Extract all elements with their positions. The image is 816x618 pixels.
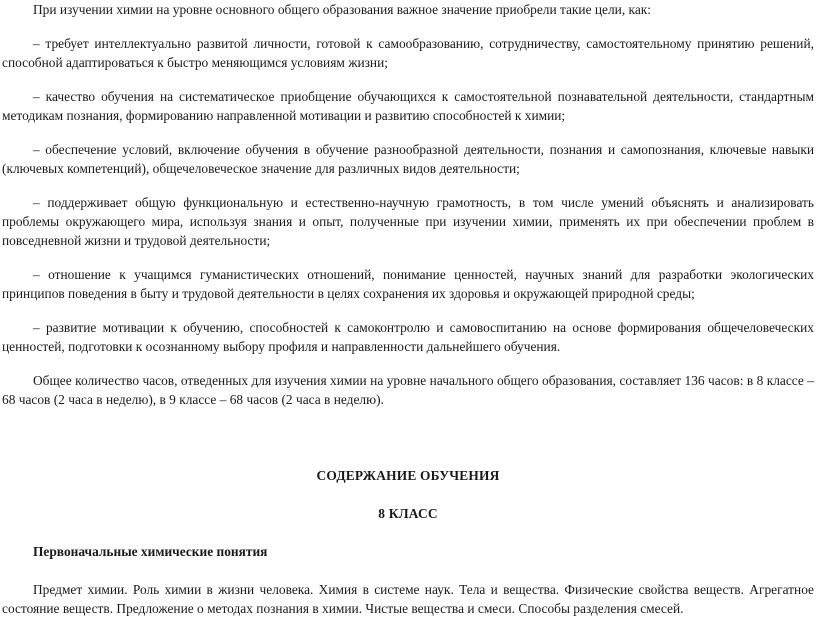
hours-paragraph: Общее количество часов, отведенных для изучения химии на уровне начального общего образования, составляет 136 часов: в 8 классе – 68 часов (2 часа в неделю), в 9 классе – 68 часов (2 часа в неделю).	[2, 373, 814, 407]
section-title: СОДЕРЖАНИЕ ОБУЧЕНИЯ	[316, 468, 500, 483]
goal-item-4: – поддерживает общую функциональную и естественно-научную грамотность, в том числе умений объяснять и анализировать проблемы окружающего мира, используя знания и опыт, полученные при изучении химии, применять их при обеспечении проблем в повседневной жизни и трудовой деятельности;	[2, 195, 814, 248]
goal-item-2: – качество обучения на систематическое приобщение обучающихся к самостоятельной познавательной деятельности, стандартным методикам познания, формированию направленной мотивации и развитию способностей к химии;	[2, 89, 814, 123]
goal-item-1: – требует интеллектуально развитой личности, готовой к самообразованию, сотрудничеству, самостоятельному принятию решений, способной адаптироваться к быстро меняющимся условиям жизни;	[2, 36, 814, 70]
topic-paragraph: Предмет химии. Роль химии в жизни человека. Химия в системе наук. Тела и вещества. Физические свойства веществ. Агрегатное состояние веществ. Предложение о методах познания в химии. Чистые вещества и смеси. Способы разделения смесей.	[2, 582, 814, 616]
intro-paragraph: При изучении химии на уровне основного общего образования важное значение приобрели такие цели, как:	[33, 2, 652, 17]
goal-item-5: – отношение к учащимся гуманистических отношений, понимание ценностей, научных знаний для разработки экологических принципов поведения в быту и трудовой деятельности в целях сохранения их здоровья и окружающей природной среды;	[2, 267, 814, 301]
goal-item-3: – обеспечение условий, включение обучения в обучение разнообразной деятельности, познания и самопознания, ключевые навыки (ключевых компетенций), общечеловеческое значение для различных видов деятельности;	[2, 142, 814, 176]
grade-title: 8 КЛАСС	[378, 506, 438, 521]
topic-title: Первоначальные химические понятия	[33, 544, 268, 559]
goal-item-6: – развитие мотивации к обучению, способностей к самоконтролю и самовоспитанию на основе формирования общечеловеческих ценностей, подготовки к осознанному выбору профиля и направленности дальнейшего обучения.	[2, 320, 814, 354]
